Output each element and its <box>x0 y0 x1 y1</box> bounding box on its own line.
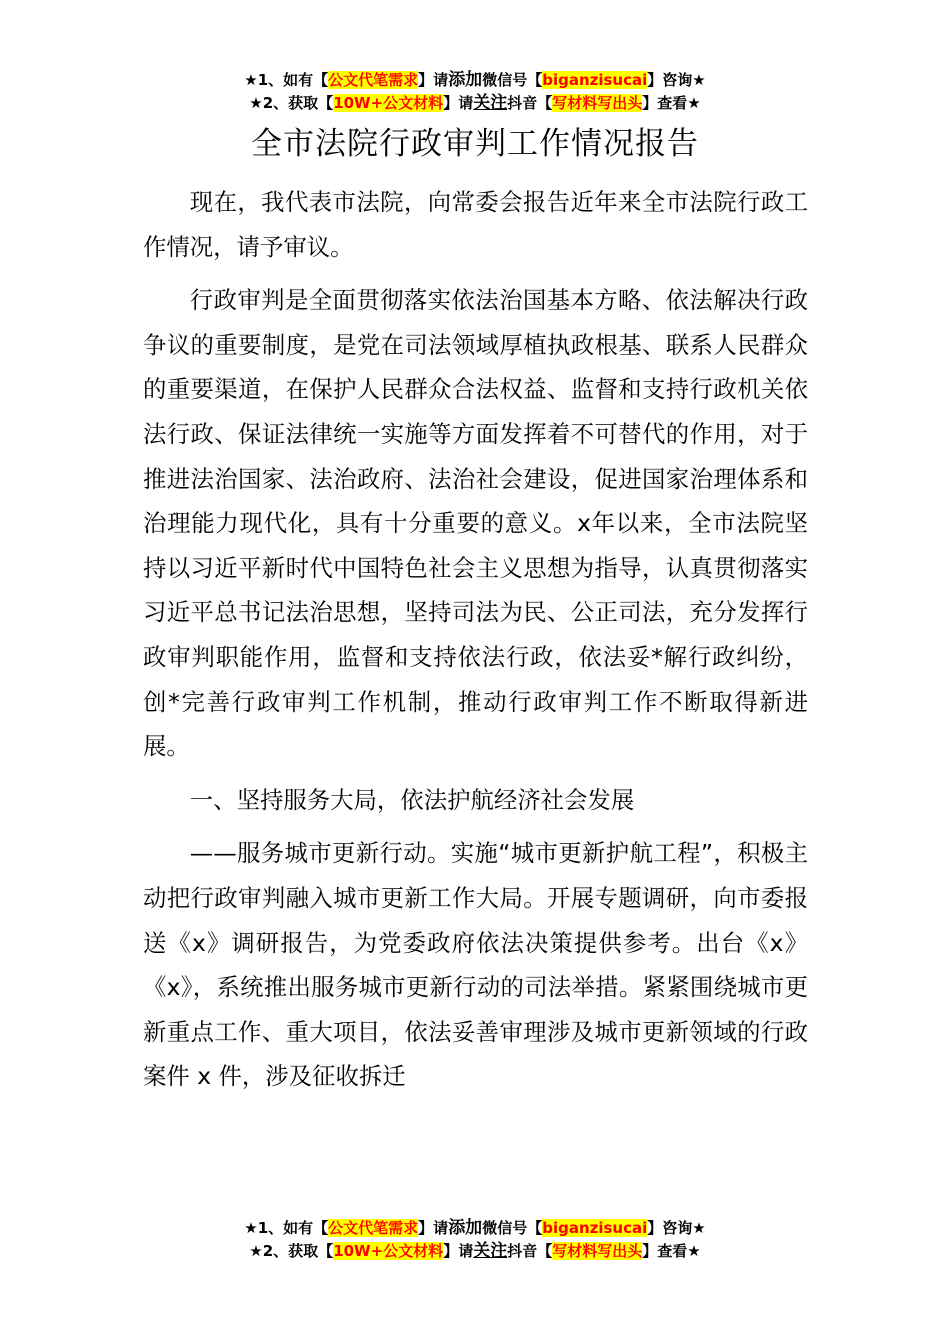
banner-text: 】请 <box>418 1219 449 1237</box>
douyin-id: 写材料写出头 <box>552 1242 643 1260</box>
banner-text: 】咨询★ <box>647 71 706 89</box>
banner-text: ★1、如有【 <box>244 1219 329 1237</box>
banner-text: 抖音【 <box>507 94 553 112</box>
banner-line-1 <box>0 1217 950 1240</box>
paragraph: ——服务城市更新行动。实施“城市更新护航工程”，积极主动把行政审判融入城市更新工作大局。开展专题调研，向市委报送《x》调研报告，为党委政府依法决策提供参考。出台《x》《x》，系统推出服务城市更新行动的司法举措。紧紧围绕城市更新重点工作、重大项目，依法妥善审理涉及城市更新领域的行政案件 x 件，涉及征收拆迁 <box>143 839 808 1091</box>
banner-text: 】请 <box>443 94 474 112</box>
banner-text: ★2、获取【 <box>249 1242 334 1260</box>
section-heading: 一、坚持服务大局，依法护航经济社会发展 <box>189 785 635 814</box>
footer-banner <box>0 1217 950 1263</box>
header-banner <box>0 69 950 115</box>
douyin-id: 写材料写出头 <box>552 94 643 112</box>
banner-text: 关注 <box>473 1241 508 1261</box>
banner-text: 】查看★ <box>642 1242 701 1260</box>
banner-text: 】咨询★ <box>647 1219 706 1237</box>
banner-text: 】请 <box>418 71 449 89</box>
highlight-text: 10W+公文材料 <box>333 1242 444 1260</box>
banner-text: 添加 <box>448 1218 483 1238</box>
wechat-id: biganzisucai <box>542 71 648 89</box>
banner-text: 关注 <box>473 93 508 113</box>
banner-text: 】请 <box>443 1242 474 1260</box>
paragraph: 行政审判是全面贯彻落实依法治国基本方略、依法解决行政争议的重要制度，是党在司法领域厚植执政根基、联系人民群众的重要渠道，在保护人民群众合法权益、监督和支持行政机关依法行政、保证法律统一实施等方面发挥着不可替代的作用，对于推进法治国家、法治政府、法治社会建设，促进国家治理体系和治理能力现代化，具有十分重要的意义。x年以来，全市法院坚持以习近平新时代中国特色社会主义思想为指导，认真贯彻落实习近平总书记法治思想，坚持司法为民、公正司法，充分发挥行政审判职能作用，监督和支持依法行政，依法妥*解行政纠纷，创*完善行政审判工作机制，推动行政审判工作不断取得新进展。 <box>143 286 808 761</box>
document-title: 全市法院行政审判工作情况报告 <box>251 126 699 162</box>
wechat-id: biganzisucai <box>542 1219 648 1237</box>
banner-line-2 <box>0 1240 950 1263</box>
banner-text: 抖音【 <box>507 1242 553 1260</box>
banner-text: 添加 <box>448 70 483 90</box>
banner-text: 微信号【 <box>482 71 543 89</box>
paragraph: 现在，我代表市法院，向常委会报告近年来全市法院行政工作情况，请予审议。 <box>143 188 808 261</box>
banner-text: 微信号【 <box>482 1219 543 1237</box>
highlight-text: 10W+公文材料 <box>333 94 444 112</box>
banner-line-2 <box>0 92 950 115</box>
banner-text: 】查看★ <box>642 94 701 112</box>
highlight-text: 公文代笔需求 <box>328 1219 419 1237</box>
banner-text: ★1、如有【 <box>244 71 329 89</box>
highlight-text: 公文代笔需求 <box>328 71 419 89</box>
banner-text: ★2、获取【 <box>249 94 334 112</box>
banner-line-1 <box>0 69 950 92</box>
document-body <box>143 180 808 1099</box>
